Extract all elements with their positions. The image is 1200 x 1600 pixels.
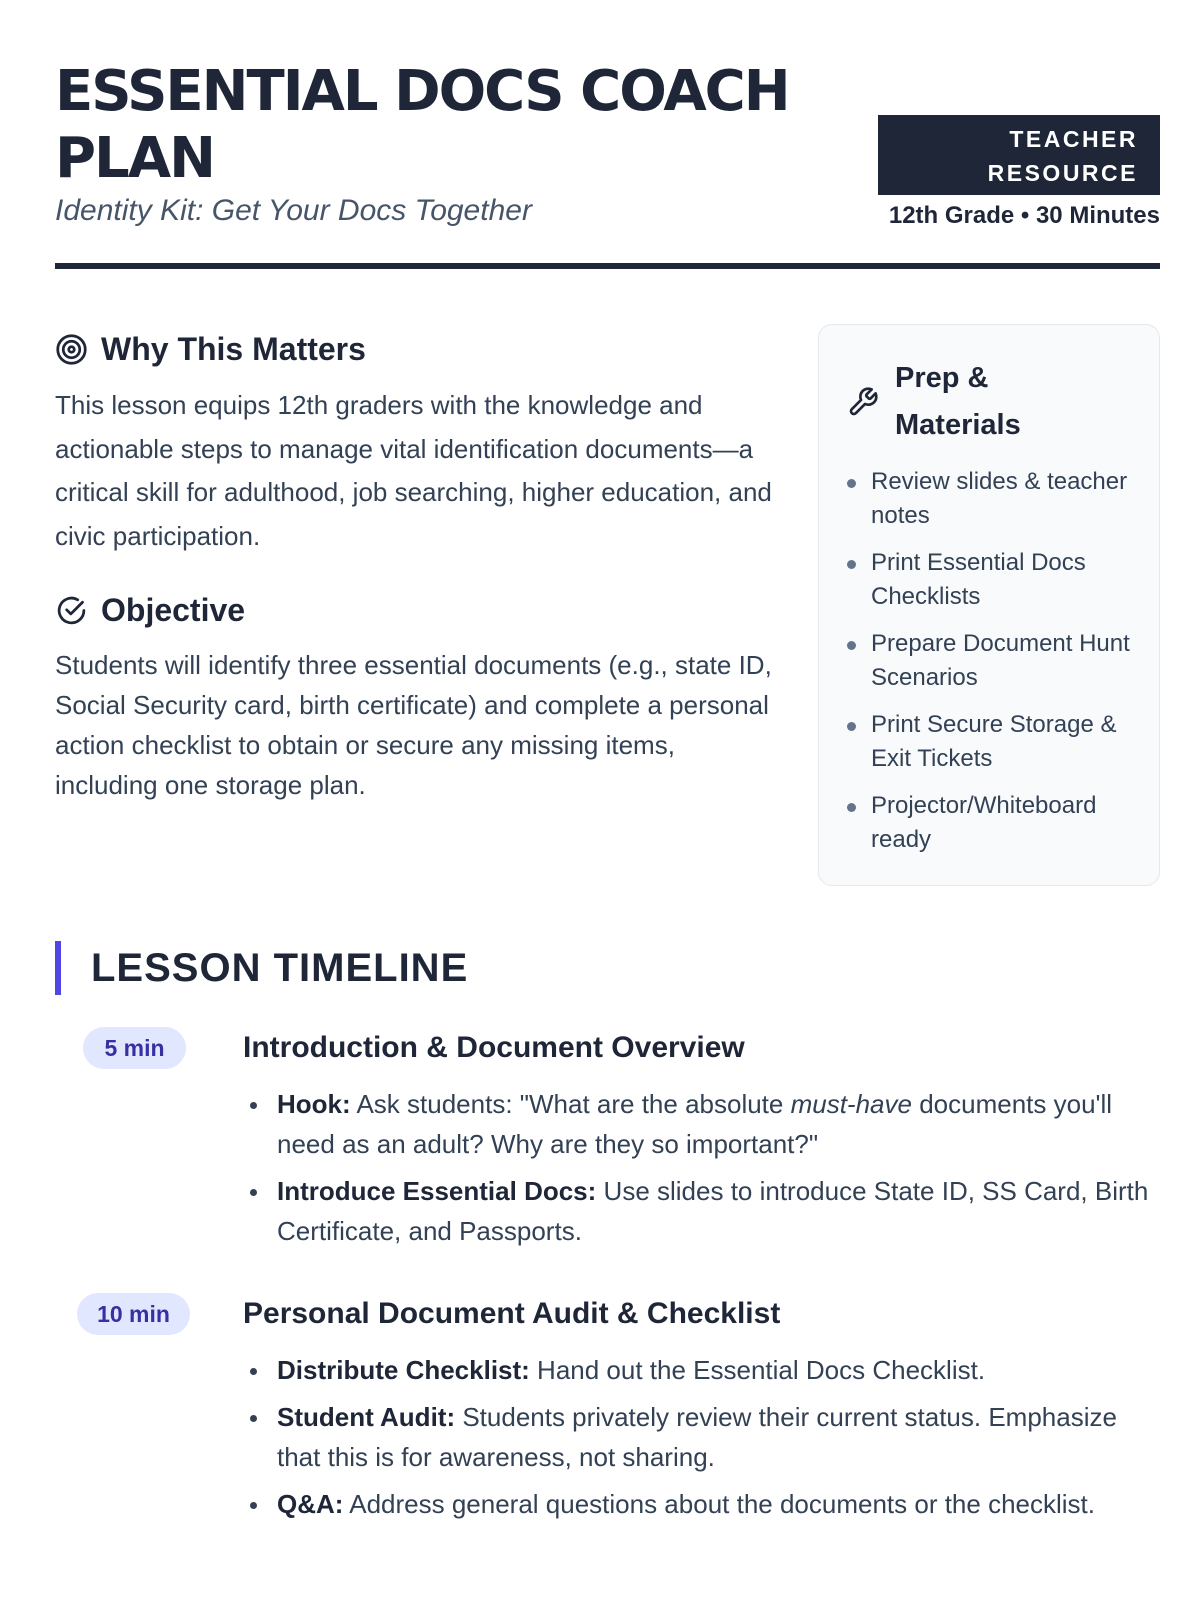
target-icon	[55, 333, 88, 366]
why-body: This lesson equips 12th graders with the knowledge and actionable steps to manage vital identification documents—a critical skill for adulthood, job searching, higher education, and civic participation.	[55, 390, 772, 551]
step-item-text: Address general questions about the documents or the checklist.	[343, 1489, 1095, 1519]
grade-duration-meta: 12th Grade • 30 Minutes	[888, 202, 1160, 229]
step-title: Introduction & Document Overview	[243, 1031, 745, 1064]
teacher-resource-badge	[878, 115, 1160, 195]
timeline-heading: LESSON TIMELINE	[55, 941, 468, 995]
step-list	[243, 1350, 1163, 1531]
objective-heading	[55, 592, 245, 629]
badge-line-2: RESOURCE	[987, 160, 1138, 186]
duration-pill: 5 min	[83, 1027, 186, 1069]
prep-item: Review slides & teacher notes	[845, 465, 1145, 533]
prep-materials-card	[818, 324, 1160, 886]
page-subtitle: Identity Kit: Get Your Docs Together	[55, 194, 532, 227]
objective-body: Students will identify three essential documents (e.g., state ID, Social Security card, birth certificate) and complete a personal action checklist to obtain or secure any missing items, including one storage plan.	[55, 650, 772, 800]
step-item-label: Introduce Essential Docs:	[277, 1176, 597, 1206]
step-item	[243, 1171, 1163, 1251]
check-circle-icon	[55, 594, 88, 627]
step-list	[243, 1084, 1163, 1258]
prep-item: Prepare Document Hunt Scenarios	[845, 627, 1145, 695]
prep-item: Projector/Whiteboard ready	[845, 789, 1145, 857]
header-divider	[55, 263, 1160, 269]
step-item	[243, 1084, 1163, 1164]
why-heading	[55, 331, 366, 368]
step-title: Personal Document Audit & Checklist	[243, 1297, 781, 1330]
duration-pill: 10 min	[77, 1293, 190, 1335]
step-item-label: Q&A:	[277, 1489, 344, 1519]
step-item	[243, 1397, 1163, 1477]
why-heading-text: Why This Matters	[101, 331, 366, 367]
badge-line-1: TEACHER	[1009, 126, 1138, 152]
page-title: ESSENTIAL DOCS COACH PLAN	[55, 59, 789, 191]
step-item-text: Hand out the Essential Docs Checklist.	[529, 1355, 986, 1385]
objective-heading-text: Objective	[101, 592, 246, 628]
step-item	[243, 1350, 1163, 1390]
step-item-text: documents you'll need as an adult? Why are they so important?"	[277, 1089, 1113, 1159]
step-item-label: Student Audit:	[277, 1402, 456, 1432]
prep-heading	[847, 355, 1055, 449]
page-header	[55, 58, 1160, 228]
step-item	[243, 1484, 1163, 1524]
prep-item: Print Essential Docs Checklists	[845, 546, 1145, 614]
prep-item: Print Secure Storage & Exit Tickets	[845, 708, 1145, 776]
step-item-text: Students privately review their current status. Emphasize that this is for awareness, not sharing.	[277, 1402, 1117, 1472]
step-item-text: Use slides to introduce State ID, SS Card, Birth Certificate, and Passports.	[277, 1176, 1149, 1246]
wrench-icon	[847, 386, 879, 418]
prep-list	[845, 465, 1145, 870]
step-item-label: Distribute Checklist:	[277, 1355, 530, 1385]
step-item-emphasis: must-have	[790, 1089, 912, 1119]
prep-heading-text: Prep & Materials	[895, 362, 1021, 441]
step-item-label: Hook:	[277, 1089, 351, 1119]
step-item-text: Ask students: "What are the absolute	[350, 1089, 791, 1119]
